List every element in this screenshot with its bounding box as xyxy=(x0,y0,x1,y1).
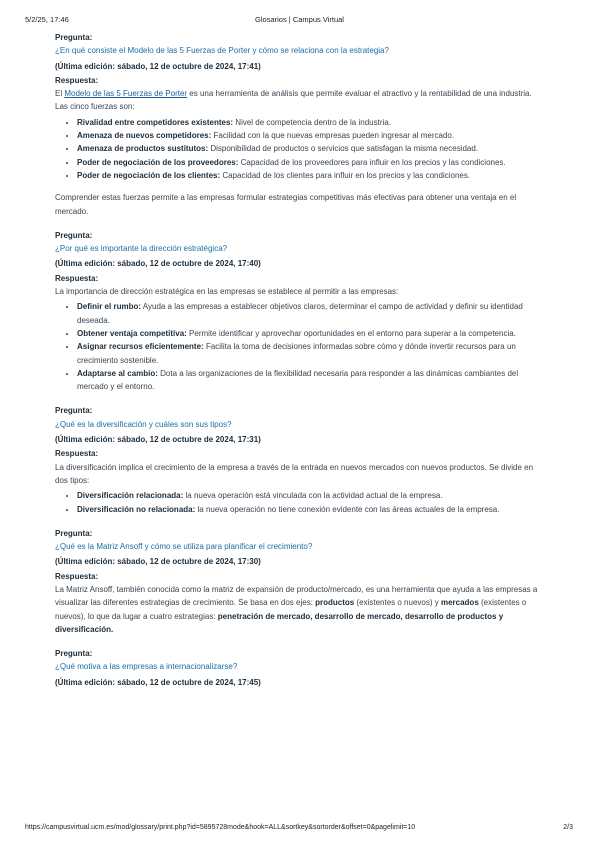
answer-segment: mercados xyxy=(440,598,479,608)
answer-intro: La diversificación implica el crecimiento de la empresa a través de la entrada en nuevos mercados con nuevos productos. Se divide en dos tipos: xyxy=(55,462,534,485)
bullet-term: Rivalidad entre competidores existentes: xyxy=(77,117,234,127)
question-label: Pregunta: xyxy=(55,528,93,538)
answer-label: Respuesta: xyxy=(55,273,99,283)
bullet-text: Capacidad de los clientes para influir en los precios y las condiciones. xyxy=(220,170,471,180)
bullet-text: la nueva operación está vinculada con la actividad actual de la empresa. xyxy=(183,491,443,501)
question-text: ¿Por qué es importante la dirección estratégica? xyxy=(55,244,228,254)
answer-segment: productos xyxy=(315,598,355,608)
bullet-list xyxy=(55,300,540,393)
question-label: Pregunta: xyxy=(55,230,93,240)
bullet-term: Adaptarse al cambio: xyxy=(77,368,158,378)
list-item xyxy=(77,340,540,367)
bullet-term: Amenaza de productos sustitutos: xyxy=(77,144,209,154)
bullet-text: Dota a las organizaciones de la flexibilidad necesaria para responder a las dinámicas cambiantes del mercado y el entorno. xyxy=(77,368,519,392)
bullet-text: Ayuda a las empresas a establecer objetivos claros, determinar el campo de actividad y definir su identidad deseada. xyxy=(77,302,523,325)
bullet-term: Diversificación no relacionada: xyxy=(77,504,196,514)
bullet-term: Obtener ventaja competitiva: xyxy=(77,328,187,338)
page-number: 2/3 xyxy=(563,824,573,831)
question-label: Pregunta: xyxy=(55,649,93,659)
page-title: Glosarios | Campus Virtual xyxy=(255,15,344,24)
answer-closing: Comprender estas fuerzas permite a las empresas formular estrategias competitivas más efectivas para obtener una ventaja en el mercado. xyxy=(55,193,517,216)
list-item xyxy=(77,116,540,129)
answer-label: Respuesta: xyxy=(55,571,99,581)
question-text: ¿En qué consiste el Modelo de las 5 Fuerzas de Porter y cómo se relaciona con la estrategia? xyxy=(55,46,389,56)
bullet-term: Definir el rumbo: xyxy=(77,302,142,312)
question-text: ¿Qué motiva a las empresas a internacionalizarse? xyxy=(55,662,238,672)
answer-body xyxy=(55,87,540,218)
bullet-term: Amenaza de nuevos competidores: xyxy=(77,131,212,141)
glossary-entry xyxy=(55,527,540,636)
answer-segment: penetración de mercado, desarrollo de mercado, desarrollo de productos y diversificación. xyxy=(55,611,504,634)
answer-segment: La Matriz Ansoff, también conocida como la matriz de expansión de producto/mercado, es una herramienta que ayuda a las empresas a visualizar las diferentes estrategias de crecimiento. Se basa en dos ejes: xyxy=(55,584,538,608)
bullet-text: Disponibilidad de productos o servicios que satisfagan la misma necesidad. xyxy=(208,144,479,154)
list-item xyxy=(77,142,540,155)
porter-model-link[interactable]: Modelo de las 5 Fuerzas de Porter xyxy=(64,89,188,99)
list-item xyxy=(77,489,540,502)
list-item xyxy=(77,503,540,516)
last-edit: (Última edición: sábado, 12 de octubre de 2024, 17:30) xyxy=(55,557,261,567)
glossary-entry xyxy=(55,229,540,394)
answer-intro: La importancia de dirección estratégica en las empresas se establece al permitir a las empresas: xyxy=(55,287,399,297)
bullet-list xyxy=(55,116,540,182)
glossary-entries xyxy=(55,31,540,700)
glossary-entry xyxy=(55,404,540,515)
bullet-term: Poder de negociación de los clientes: xyxy=(77,170,221,180)
question-text: ¿Qué es la diversificación y cuáles son sus tipos? xyxy=(55,419,232,429)
answer-body xyxy=(55,583,540,636)
answer-label: Respuesta: xyxy=(55,75,99,85)
answer-segment: (existentes o nuevos), lo que da lugar a cuatro estrategias: xyxy=(55,598,527,621)
bullet-text: Nivel de competencia dentro de la industria. xyxy=(233,117,391,127)
bullet-text: Capacidad de los proveedores para influir en los precios y las condiciones. xyxy=(238,157,506,167)
list-item xyxy=(77,327,540,340)
answer-body xyxy=(55,285,540,393)
list-item xyxy=(77,367,540,394)
question-label: Pregunta: xyxy=(55,33,93,42)
question-label: Pregunta: xyxy=(55,406,93,416)
answer-label: Respuesta: xyxy=(55,449,99,459)
last-edit: (Última edición: sábado, 12 de octubre de 2024, 17:45) xyxy=(55,677,261,687)
last-edit: (Última edición: sábado, 12 de octubre de 2024, 17:40) xyxy=(55,259,261,269)
bullet-term: Poder de negociación de los proveedores: xyxy=(77,157,239,167)
answer-segment: (existentes o nuevos) y xyxy=(354,598,441,608)
last-edit: (Última edición: sábado, 12 de octubre de 2024, 17:31) xyxy=(55,435,261,445)
bullet-term: Asignar recursos eficientemente: xyxy=(77,342,204,352)
bullet-text: Facilita la toma de decisiones informadas sobre cómo y dónde invertir recursos para un crecimiento sostenible. xyxy=(77,342,516,365)
list-item xyxy=(77,300,540,327)
bullet-text: Permite identificar y aprovechar oportunidades en el entorno para superar a la competencia. xyxy=(186,328,516,338)
answer-intro xyxy=(55,87,540,114)
glossary-entry xyxy=(55,647,540,689)
list-item xyxy=(77,156,540,169)
bullet-text: la nueva operación no tiene conexión evidente con las áreas actuales de la empresa. xyxy=(195,504,500,514)
intro-text: El xyxy=(55,89,65,99)
answer-text xyxy=(55,583,540,636)
last-edit: (Última edición: sábado, 12 de octubre de 2024, 17:41) xyxy=(55,61,261,71)
bullet-text: Facilidad con la que nuevas empresas pueden ingresar al mercado. xyxy=(211,131,455,141)
bullet-term: Diversificación relacionada: xyxy=(77,491,184,501)
glossary-entry xyxy=(55,31,540,218)
question-text: ¿Qué es la Matriz Ansoff y cómo se utiliza para planificar el crecimiento? xyxy=(55,542,313,552)
intro-text: es una herramienta de análisis que permite evaluar el atractivo y la rentabilidad de una industria. Las cinco fuerzas son: xyxy=(55,89,532,112)
answer-body xyxy=(55,461,540,516)
bullet-list xyxy=(55,489,540,516)
list-item xyxy=(77,169,540,182)
list-item xyxy=(77,129,540,142)
page-url: https://campusvirtual.ucm.es/mod/glossary/print.php?id=5895728mode&hook=ALL&sortkey&sortorder&offset=0&pagelimit=10 xyxy=(25,824,416,831)
print-date: 5/2/25, 17:46 xyxy=(25,15,69,24)
